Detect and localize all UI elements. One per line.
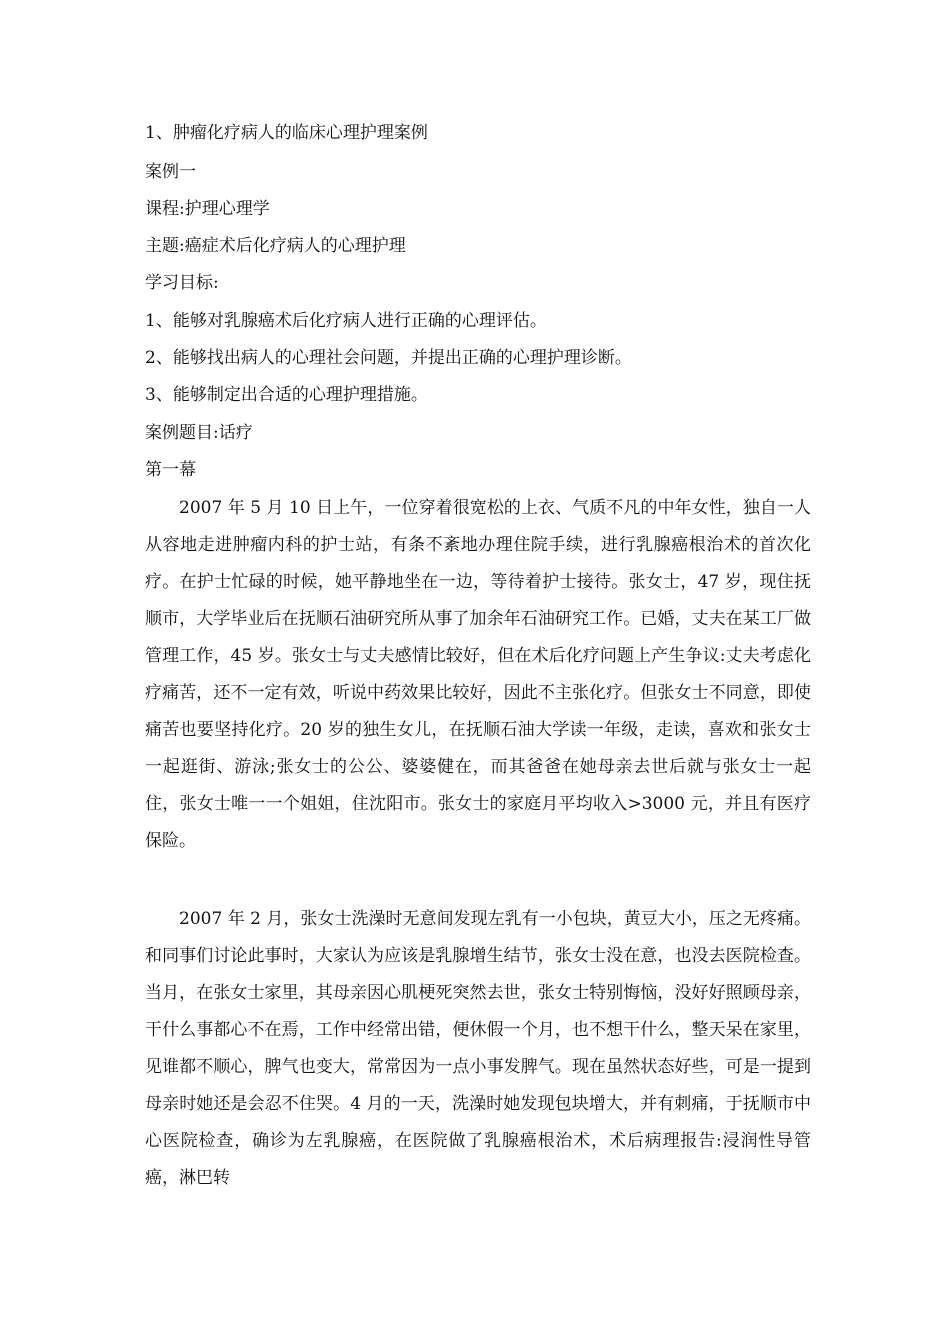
case-title: 案例题目:话疗 — [145, 423, 253, 443]
course-line: 课程:护理心理学 — [145, 199, 270, 219]
topic-line: 主题:癌症术后化疗病人的心理护理 — [145, 236, 406, 256]
objective-item: 1、能够对乳腺癌术后化疗病人进行正确的心理评估。 — [145, 311, 547, 331]
case-label: 案例一 — [145, 162, 196, 182]
body-paragraph: 2007 年 5 月 10 日上午，一位穿着很宽松的上衣、气质不凡的中年女性，独自一人从容地走进肿瘤内科的护士站，有条不紊地办理住院手续，进行乳腺癌根治术的首次化疗。在护士忙碌的时候，她平静地坐在一边，等待着护士接待。张女士，47 岁，现住抚顺市，大学毕业后在抚顺石油研究所从事了加余年石油研究工作。已婚，丈夫在某工厂做管理工作，45 岁。张女士与丈夫感情比较好，但在术后化疗问题上产生争议:丈夫考虑化疗痛苦，还不一定有效，听说中药效果比较好，因此不主张化疗。但张女士不同意，即使痛苦也要坚持化疗。20 岁的独生女儿，在抚顺石油大学读一年级，走读，喜欢和张女士一起逛街、游泳;张女士的公公、婆婆健在，而其爸爸在她母亲去世后就与张女士一起住，张女士唯一一个姐姐，住沈阳市。张女士的家庭月平均收入>3000 元，并且有医疗保险。 — [145, 498, 811, 851]
document-title: 1、肿瘤化疗病人的临床心理护理案例 — [145, 123, 428, 143]
body-paragraph: 2007 年 2 月，张女士洗澡时无意间发现左乳有一小包块，黄豆大小，压之无疼痛。和同事们讨论此事时，大家认为应该是乳腺增生结节，张女士没在意，也没去医院检查。当月，在张女士家里，其母亲因心肌梗死突然去世，张女士特别悔恼，没好好照顾母亲，干什么事都心不在焉，工作中经常出错，便休假一个月，也不想干什么，整天呆在家里，见谁都不顺心，脾气也变大，常常因为一点小事发脾气。现在虽然状态好些，可是一提到母亲时她还是会忍不住哭。4 月的一天，洗澡时她发现包块增大，并有刺痛，于抚顺市中心医院检查，确诊为左乳腺癌，在医院做了乳腺癌根治术，术后病理报告:浸润性导管癌，淋巴转 — [145, 909, 811, 1188]
objective-item: 3、能够制定出合适的心理护理措施。 — [145, 385, 428, 405]
objectives-heading: 学习目标: — [145, 273, 219, 293]
objective-item: 2、能够找出病人的心理社会问题，并提出正确的心理护理诊断。 — [145, 348, 632, 368]
act-label: 第一幕 — [145, 460, 196, 480]
